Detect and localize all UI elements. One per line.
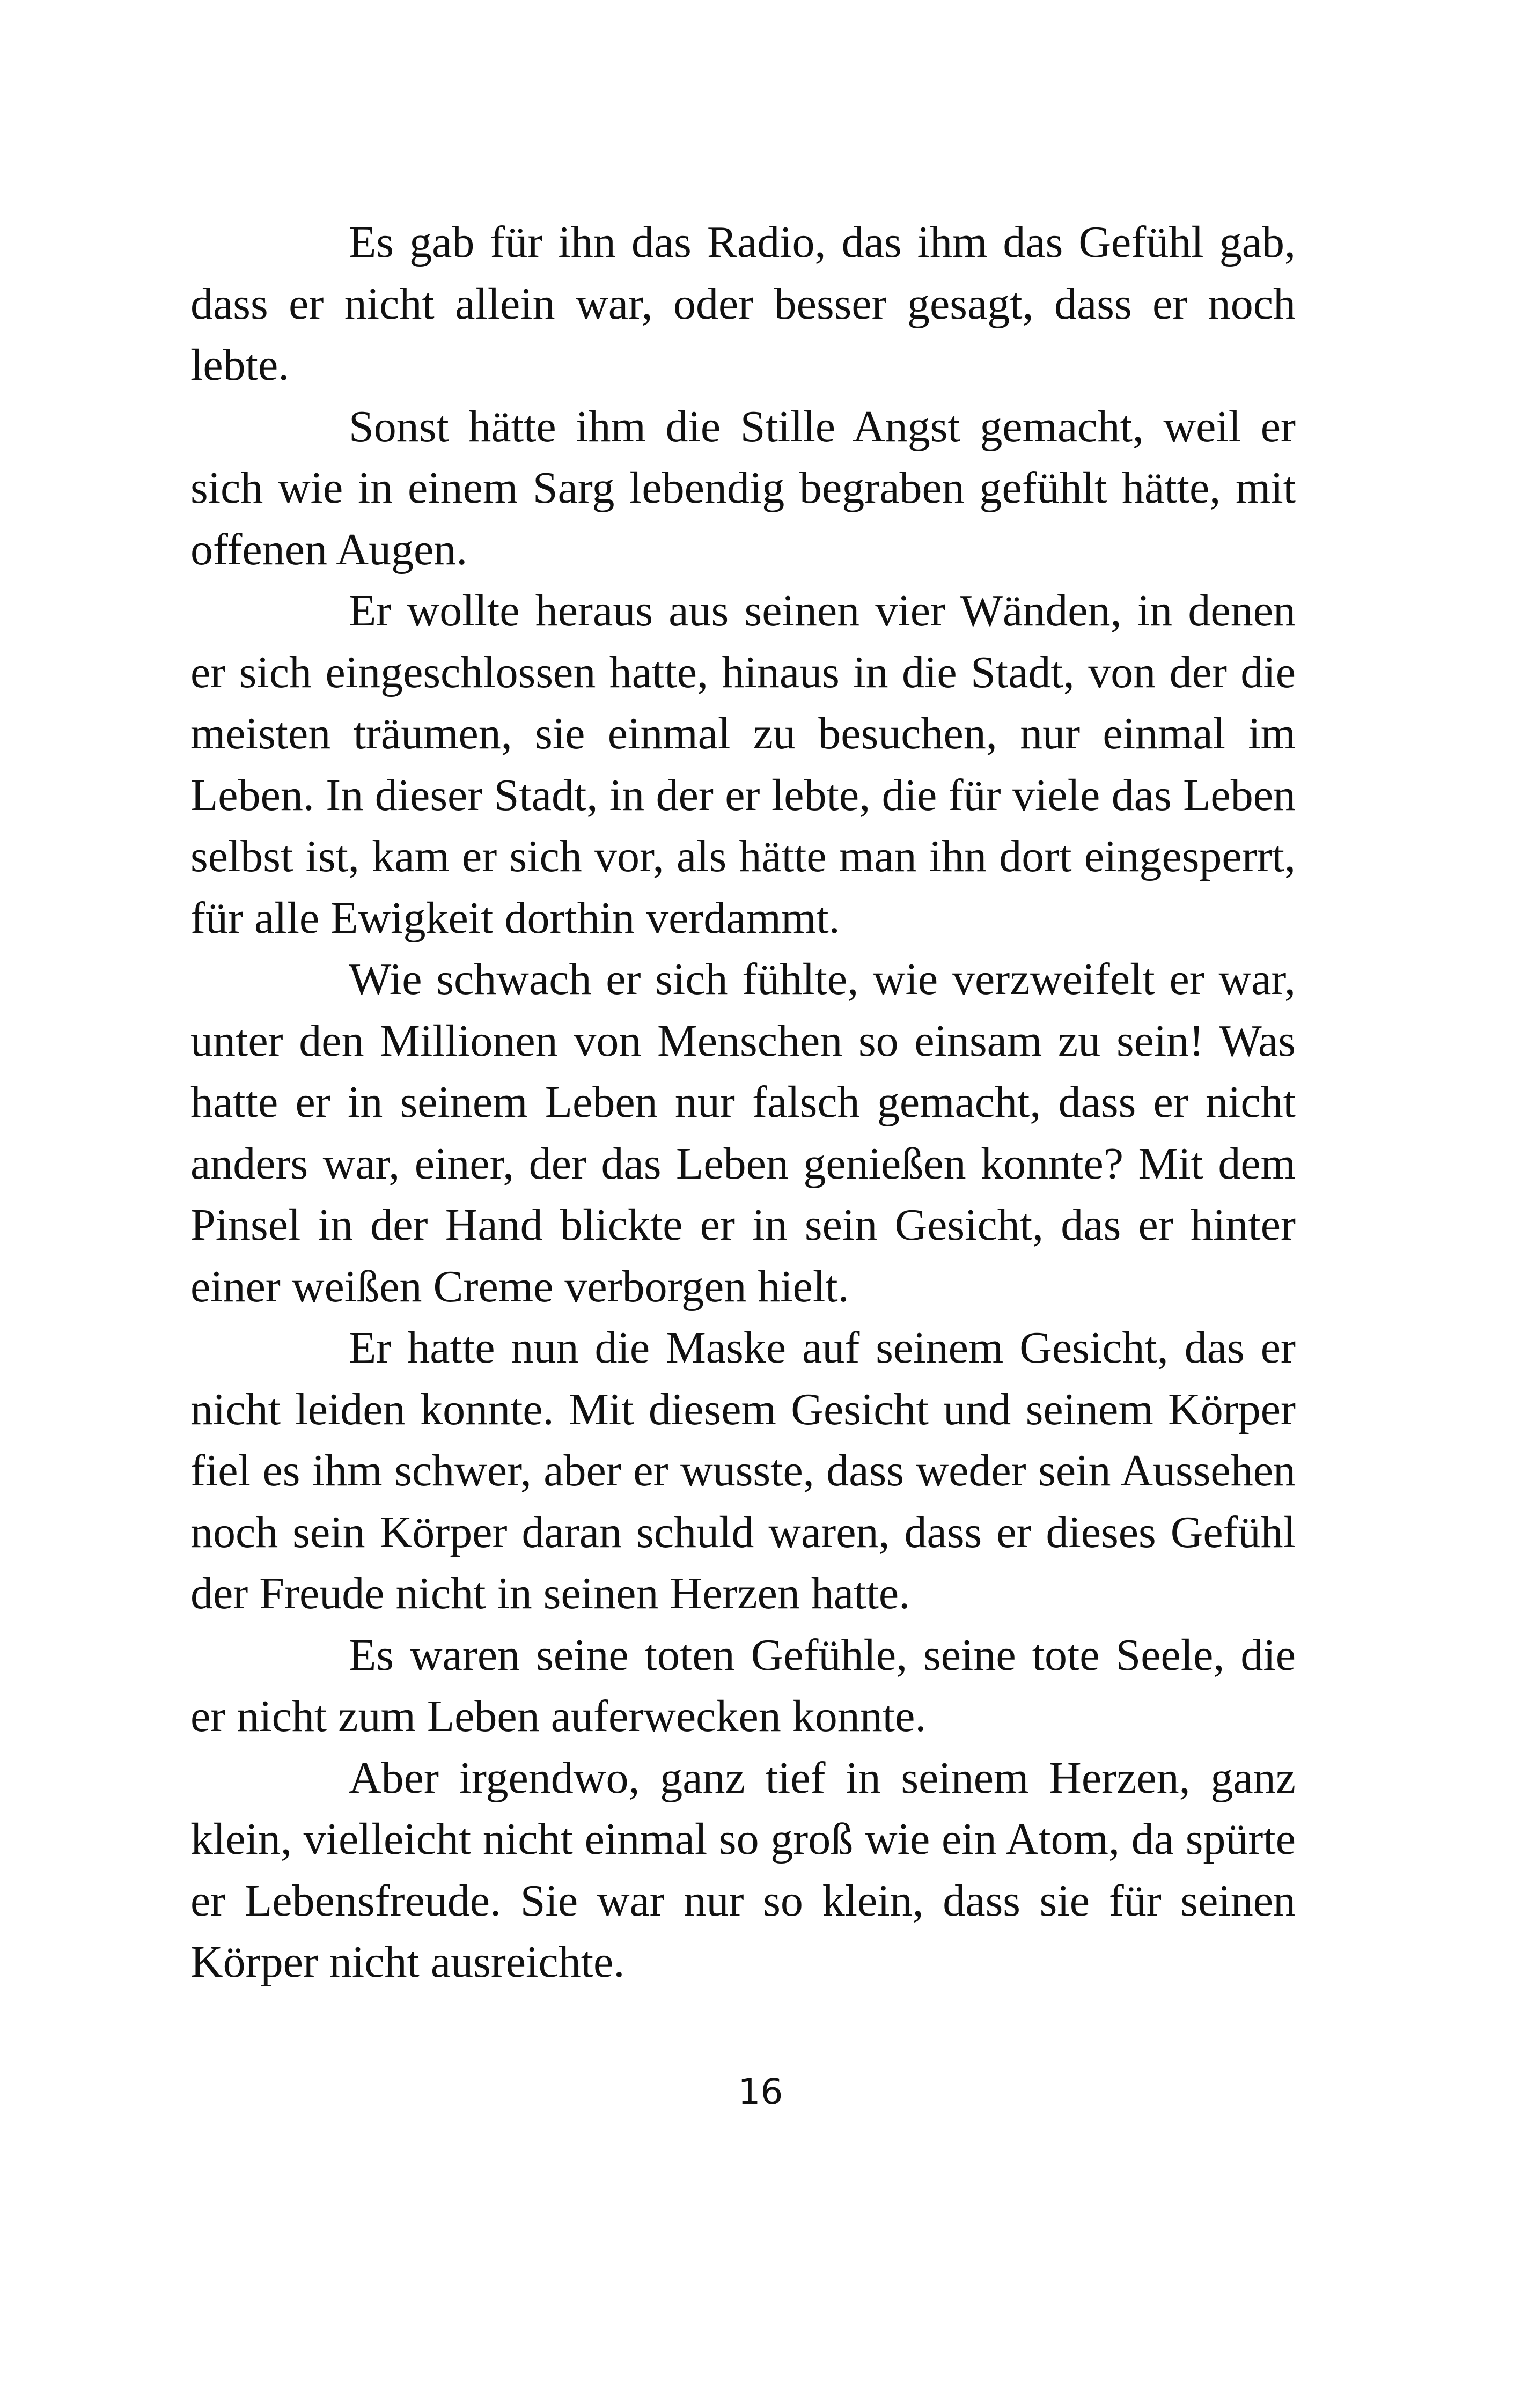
paragraph-7: Aber irgendwo, ganz tief in seinem Herzen, ganz klein, vielleicht nicht einmal so groß wie ein Atom, da spürte er Lebensfreude. Sie war nur so klein, dass sie für seinen Körper nicht ausreichte. — [190, 1752, 1296, 1987]
page-number: 16 — [738, 2071, 783, 2112]
paragraph-1: Es gab für ihn das Radio, das ihm das Gefühl gab, dass er nicht allein war, oder besser gesagt, dass er noch lebte. — [190, 217, 1296, 390]
paragraph-2: Sonst hätte ihm die Stille Angst gemacht, weil er sich wie in einem Sarg lebendig begraben gefühlt hätte, mit offenen Augen. — [190, 401, 1296, 575]
paragraph-6: Es waren seine toten Gefühle, seine tote Seele, die er nicht zum Leben auferwecken konnte. — [190, 1630, 1296, 1741]
body-text — [190, 212, 1296, 1993]
paragraph-4: Wie schwach er sich fühlte, wie verzweifelt er war, unter den Millionen von Menschen so einsam zu sein! Was hatte er in seinem Leben nur falsch gemacht, dass er nicht anders war, einer, der das Leben genießen konnte? Mit dem Pinsel in der Hand blickte er in sein Gesicht, das er hinter einer weißen Creme verborgen hielt. — [190, 954, 1296, 1312]
paragraph-3: Er wollte heraus aus seinen vier Wänden, in denen er sich eingeschlossen hatte, hinaus in die Stadt, von der die meisten träumen, sie einmal zu besuchen, nur einmal im Leben. In dieser Stadt, in der er lebte, die für viele das Leben selbst ist, kam er sich vor, als hätte man ihn dort eingesperrt, für alle Ewigkeit dorthin verdammt. — [190, 586, 1296, 943]
paragraph-5: Er hatte nun die Maske auf seinem Gesicht, das er nicht leiden konnte. Mit diesem Gesicht und seinem Körper fiel es ihm schwer, aber er wusste, dass weder sein Aussehen noch sein Körper daran schuld waren, dass er dieses Gefühl der Freude nicht in seinen Herzen hatte. — [190, 1323, 1296, 1618]
